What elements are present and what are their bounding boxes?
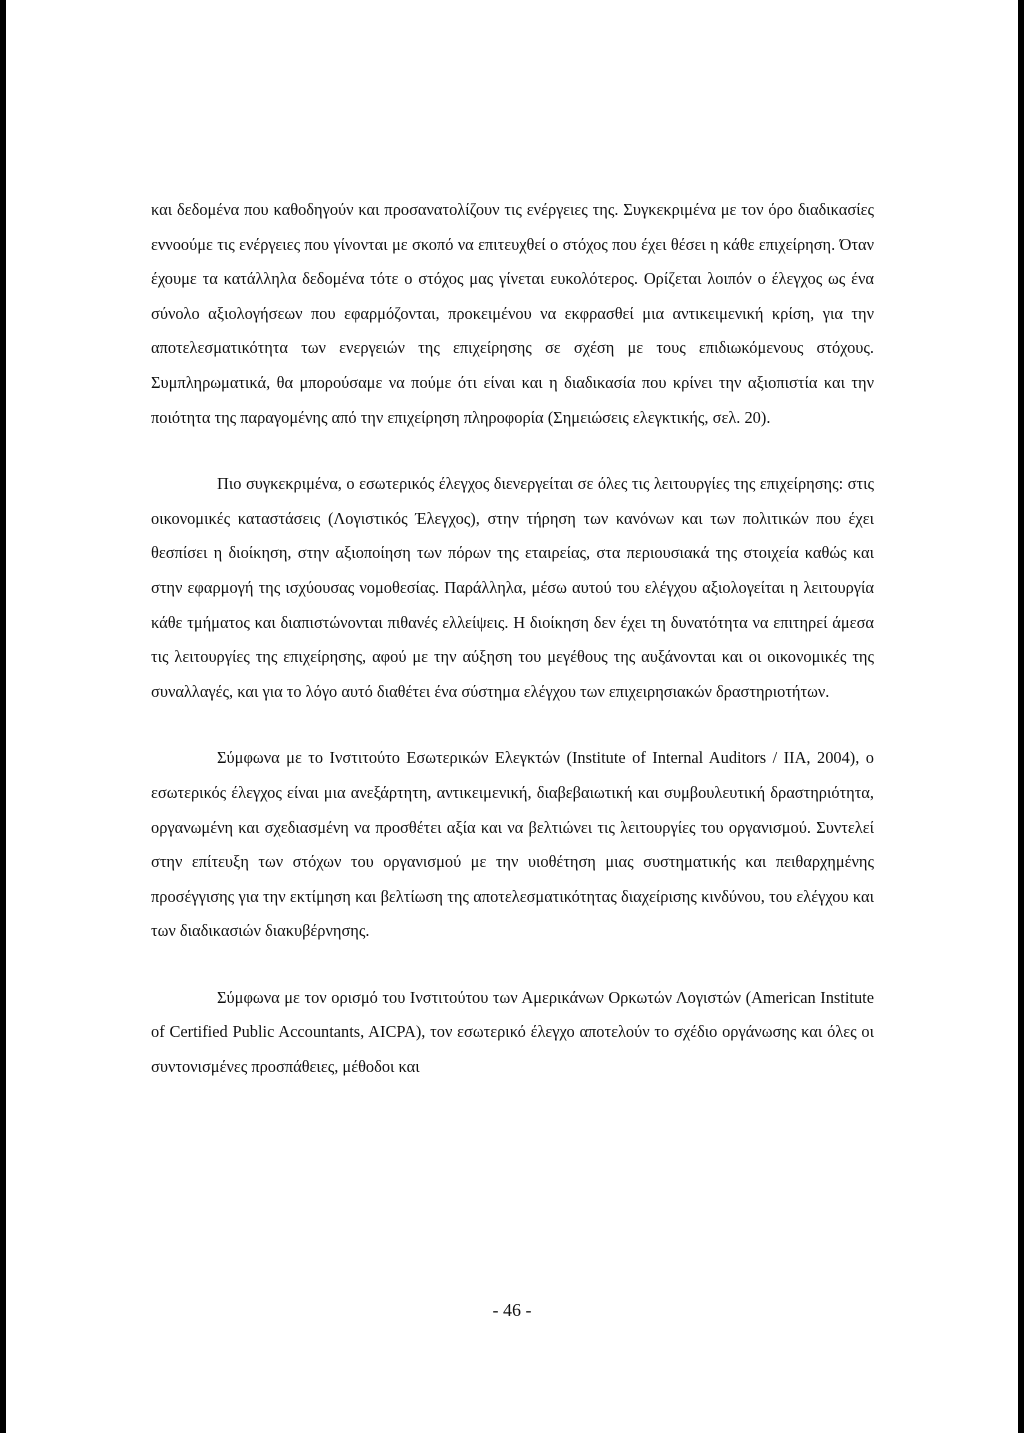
paragraph-spacer [151, 949, 874, 981]
paragraph-2: Πιο συγκεκριμένα, ο εσωτερικός έλεγχος διενεργείται σε όλες τις λειτουργίες της επιχείρησης: στις οικονομικές καταστάσεις (Λογιστικός Έλεγχος), στην τήρηση των κανόνων και των πολιτικών που έχει θεσπίσει η διοίκηση, στην αξιοποίηση των πόρων της εταιρείας, στα περιουσιακά της στοιχεία καθώς και στην εφαρμογή της ισχύουσας νομοθεσίας. Παράλληλα, μέσω αυτού του ελέγχου αξιολογείται η λειτουργία κάθε τμήματος και διαπιστώνονται πιθανές ελλείψεις. Η διοίκηση δεν έχει τη δυνατότητα να επιτηρεί άμεσα τις λειτουργίες της επιχείρησης, αφού με την αύξηση του μεγέθους της αυξάνονται και οι οικονομικές της συναλλαγές, και για το λόγο αυτό διαθέτει ένα σύστημα ελέγχου των επιχειρησιακών δραστηριοτήτων. [151, 474, 874, 701]
page-number: - 46 - [492, 1300, 532, 1320]
paragraph-spacer [151, 709, 874, 741]
paragraph-4: Σύμφωνα με τον ορισμό του Ινστιτούτου των Αμερικάνων Ορκωτών Λογιστών (American Institute of Certified Public Accountants, AICPA), τον εσωτερικό έλεγχο αποτελούν το σχέδιο οργάνωσης και όλες οι συντονισμένες προσπάθειες, μέθοδοι και [151, 987, 874, 1077]
scan-border-left [0, 0, 6, 1433]
paragraph-1: και δεδομένα που καθοδηγούν και προσανατολίζουν τις ενέργειες της. Συγκεκριμένα με τον όρο διαδικασίες εννοούμε τις ενέργειες που γίνονται με σκοπό να επιτευχθεί ο στόχος που έχει θέσει η κάθε επιχείρηση. Όταν έχουμε τα κατάλληλα δεδομένα τότε ο στόχος μας γίνεται ευκολότερος. Ορίζεται λοιπόν ο έλεγχος ως ένα σύνολο αξιολογήσεων που εφαρμόζονται, προκειμένου να εκφρασθεί μια αντικειμενική κρίση, για την αποτελεσματικότητα των ενεργειών της επιχείρησης σε σχέση με τους επιδιωκόμενους στόχους. Συμπληρωματικά, θα μπορούσαμε να πούμε ότι είναι και η διαδικασία που κρίνει την αξιοπιστία και την ποιότητα της παραγομένης από την επιχείρηση πληροφορία (Σημειώσεις ελεγκτικής, σελ. 20). [151, 200, 874, 427]
scan-border-right [1018, 0, 1024, 1433]
paragraph-3: Σύμφωνα με το Ινστιτούτο Εσωτερικών Ελεγκτών (Institute of Internal Auditors / ΙΙΑ, 2004), ο εσωτερικός έλεγχος είναι μια ανεξάρτητη, αντικειμενική, διαβεβαιωτική και συμβουλευτική δραστηριότητα, οργανωμένη και σχεδιασμένη να προσθέτει αξία και να βελτιώνει τις λειτουργίες του οργανισμού. Συντελεί στην επίτευξη των στόχων του οργανισμού με την υιοθέτηση μιας συστηματικής και πειθαρχημένης προσέγγισης για την εκτίμηση και βελτίωση της αποτελεσματικότητας διαχείρισης κινδύνου, του ελέγχου και των διαδικασιών διακυβέρνησης. [151, 748, 874, 941]
paragraph-spacer [151, 435, 874, 467]
document-body [151, 193, 874, 1085]
